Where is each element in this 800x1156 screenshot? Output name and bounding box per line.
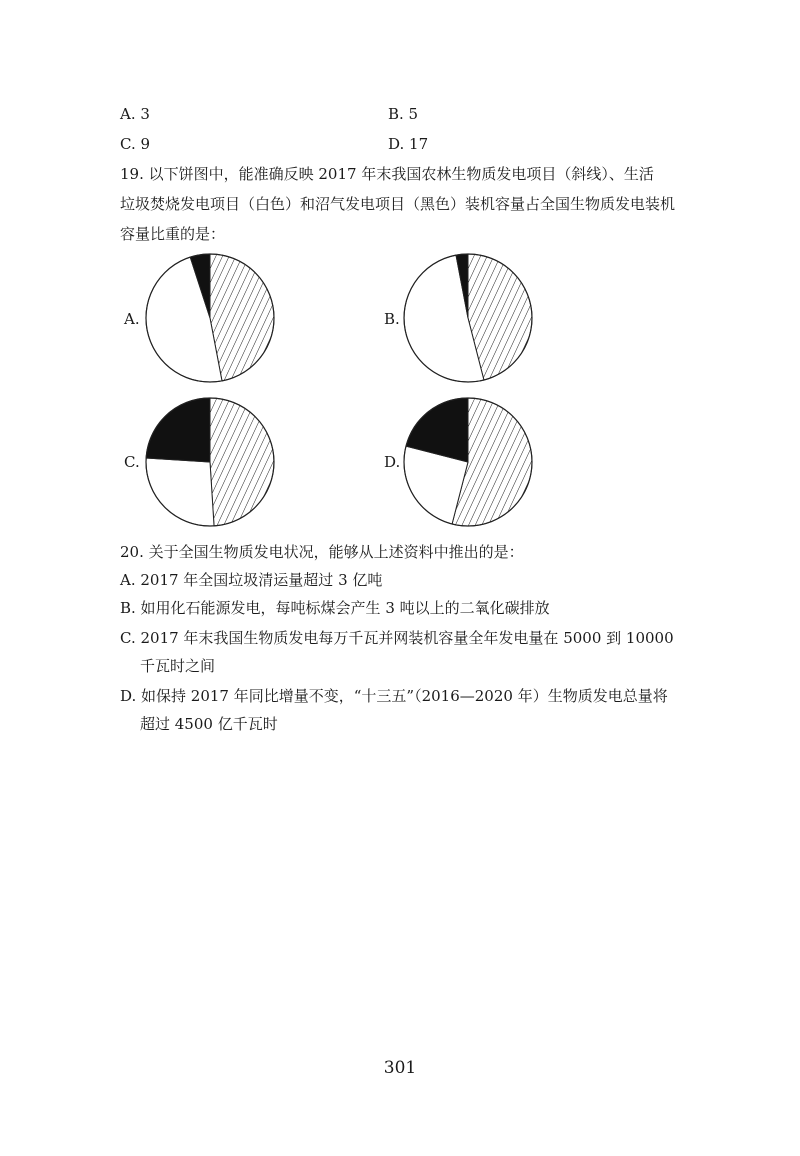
pie-c-slice-white	[146, 458, 214, 526]
q20-option-d-line2: 超过 4500 亿千瓦时	[140, 715, 278, 733]
pie-option-b-label: B.	[384, 310, 400, 328]
q19-stem-line2: 垃圾焚烧发电项目（白色）和沼气发电项目（黑色）装机容量占全国生物质发电装机	[120, 195, 676, 213]
pie-option-c-label: C.	[124, 453, 140, 471]
q18-option-d: D. 17	[388, 135, 429, 153]
q20-option-b: B. 如用化石能源发电，每吨标煤会产生 3 吨以上的二氧化碳排放	[120, 599, 550, 617]
pie-chart-c	[140, 392, 280, 532]
pie-chart-b	[398, 248, 538, 388]
q20-option-c-line1: C. 2017 年末我国生物质发电每万千瓦并网装机容量全年发电量在 5000 到 10000	[120, 629, 674, 647]
q20-option-a: A. 2017 年全国垃圾清运量超过 3 亿吨	[120, 571, 383, 589]
pie-a-slice-hatched	[210, 254, 274, 381]
page-number: 301	[383, 1058, 417, 1078]
q19-stem-line3: 容量比重的是：	[120, 225, 226, 243]
q19-stem-line1: 19. 以下饼图中，能准确反映 2017 年末我国农林生物质发电项目（斜线）、生活	[120, 165, 654, 183]
pie-c-slice-hatched	[210, 398, 274, 526]
q18-option-b: B. 5	[388, 105, 419, 123]
pie-chart-d	[398, 392, 538, 532]
q20-stem: 20. 关于全国生物质发电状况，能够从上述资料中推出的是：	[120, 543, 524, 561]
q18-option-a: A. 3	[120, 105, 150, 123]
q18-option-c: C. 9	[120, 135, 151, 153]
pie-option-a-label: A.	[124, 310, 140, 328]
q20-option-c-line2: 千瓦时之间	[140, 657, 216, 675]
pie-option-d-label: D.	[384, 453, 401, 471]
q20-option-d-line1: D. 如保持 2017 年同比增量不变，“十三五”（2016—2020 年）生物质发电总量将	[120, 687, 668, 705]
pie-c-slice-black	[146, 398, 210, 462]
pie-chart-a	[140, 248, 280, 388]
